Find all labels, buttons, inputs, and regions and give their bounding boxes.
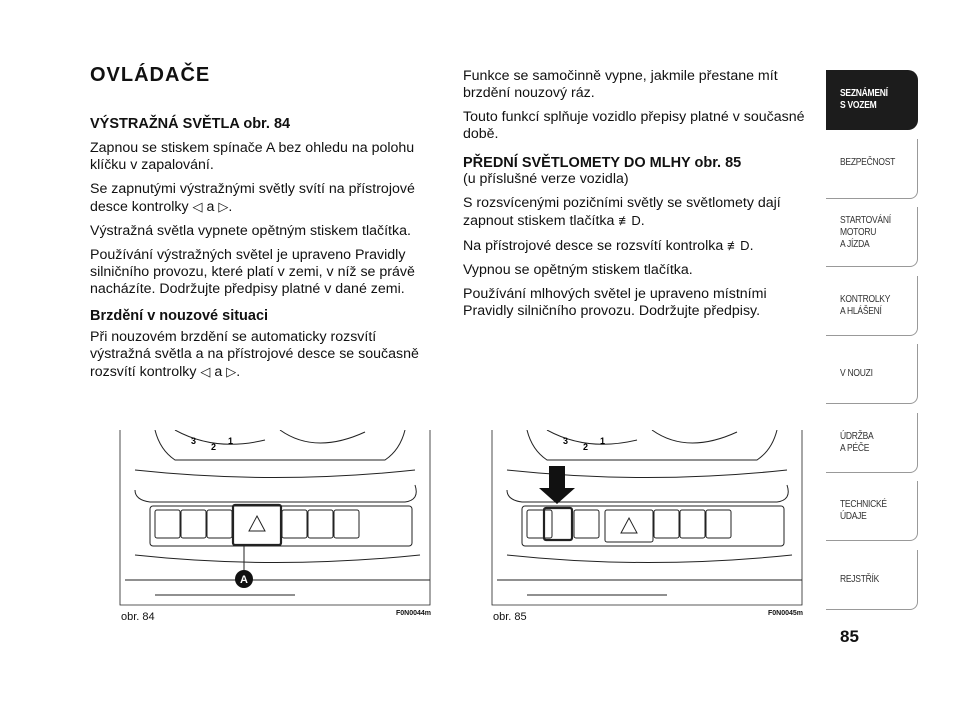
paragraph: Používání mlhových světel je upraveno místními Pravidly silničního provozu. Dodržujte předpisy. — [463, 286, 767, 319]
paragraph: Touto funkcí splňuje vozidlo přepisy platné v současné době. — [463, 109, 805, 142]
heading-note: (u příslušné verze vozidla) — [463, 171, 629, 187]
arrow-down-icon — [539, 466, 575, 504]
dial-number: 3 — [191, 436, 197, 446]
heading-hazard-lights: VÝSTRAŽNÁ SVĚTLA obr. 84 — [90, 116, 291, 132]
fog-light-icon: ≢D — [618, 213, 641, 228]
figure-code: F0N0045m — [767, 610, 803, 617]
tab-udrzba[interactable]: ÚDRŽBA A PÉČE — [826, 413, 918, 473]
tab-technicke[interactable]: TECHNICKÉ ÚDAJE — [826, 481, 918, 541]
paragraph: Výstražná světla vypnete opětným stiskem tlačítka. — [90, 223, 411, 239]
dashboard-illustration — [115, 430, 437, 623]
page-number: 85 — [840, 627, 859, 646]
dial-number: 2 — [211, 442, 217, 452]
tab-v-nouzi[interactable]: V NOUZI — [826, 344, 918, 404]
tab-kontrolky[interactable]: KONTROLKY A HLÁŠENÍ — [826, 276, 918, 336]
chapter-sidebar — [826, 70, 918, 618]
section-title: OVLÁDAČE — [90, 64, 211, 86]
heading-fog-lights: PŘEDNÍ SVĚTLOMETY DO MLHY obr. 85 — [463, 155, 742, 171]
dial-number: 2 — [583, 442, 589, 452]
tab-startovani[interactable]: STARTOVÁNÍ MOTORU A JÍZDA — [826, 207, 918, 267]
paragraph: Funkce se samočinně vypne, jakmile přestane mít brzdění nouzový ráz. — [463, 68, 778, 101]
dial-number: 3 — [563, 436, 569, 446]
figure-label: obr. 84 — [121, 611, 155, 623]
heading-emergency-braking: Brzdění v nouzové situaci — [90, 308, 269, 324]
paragraph: Zapnou se stiskem spínače A bez ohledu na polohu klíčku v zapalování. — [90, 140, 415, 173]
callout-a: A — [240, 574, 248, 586]
figure-code: F0N0044m — [395, 610, 431, 617]
tab-seznameni[interactable]: SEZNÁMENÍ S VOZEM — [826, 70, 918, 130]
figure-85 — [487, 430, 809, 623]
paragraph: Se zapnutými výstražnými světly svítí na přístrojové desce kontrolky ◁ a ▷. — [90, 181, 415, 215]
tab-rejstrik[interactable]: REJSTŘÍK — [826, 550, 918, 610]
paragraph: S rozsvícenými pozičními světly se světlomety dají zapnout stiskem tlačítka ≢D. — [463, 195, 781, 229]
dial-number: 1 — [600, 436, 606, 446]
dashboard-illustration — [487, 430, 809, 623]
figure-84 — [115, 430, 437, 623]
left-column — [90, 116, 435, 381]
paragraph: Na přístrojové desce se rozsvítí kontrolka ≢D. — [463, 238, 754, 254]
figure-label: obr. 85 — [493, 611, 527, 623]
turn-left-icon: ◁ — [192, 199, 203, 214]
turn-left-icon: ◁ — [200, 364, 211, 379]
dial-number: 1 — [228, 436, 234, 446]
paragraph: Vypnou se opětným stiskem tlačítka. — [463, 262, 693, 278]
turn-right-icon: ▷ — [226, 364, 237, 379]
paragraph: Používání výstražných světel je upraveno Pravidly silničního provozu, které platí v zemi, v níž se právě nacházíte. Dodržujte předpisy platné v dané zemi. — [90, 247, 415, 297]
tab-bezpecnost[interactable]: BEZPEČNOST — [826, 139, 918, 199]
paragraph: Při nouzovém brzdění se automaticky rozsvítí výstražná světla a na přístrojové desce se současně rozsvítí kontrolky ◁ a ▷. — [90, 329, 419, 380]
fog-light-icon: ≢D — [727, 238, 750, 253]
right-column — [463, 68, 808, 320]
turn-right-icon: ▷ — [218, 199, 229, 214]
